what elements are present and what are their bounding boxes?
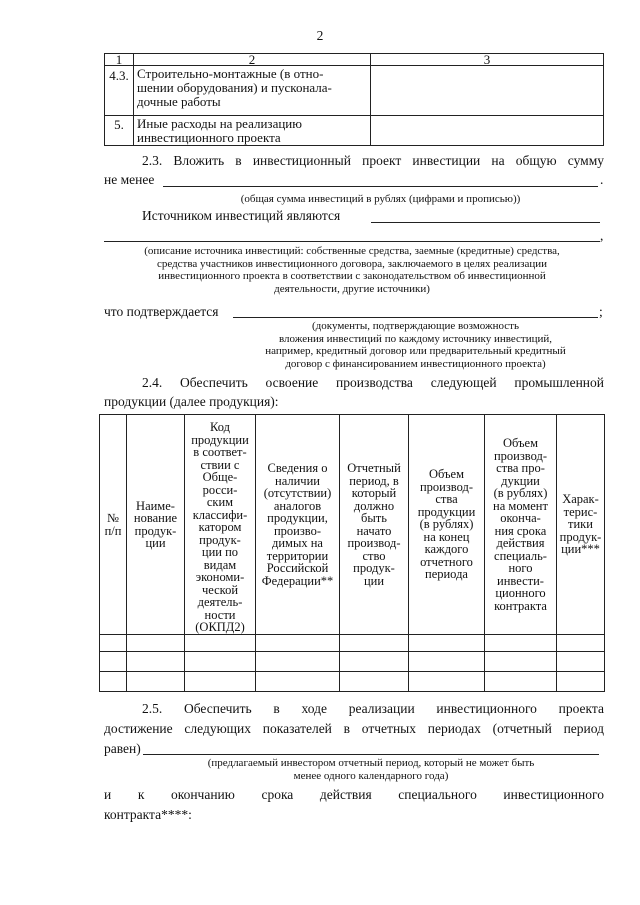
header-line: ства про- (496, 461, 545, 475)
description-line: Иные расходы на реализацию (137, 116, 302, 131)
header-line: ции*** (561, 542, 600, 557)
table-cell[interactable] (340, 672, 409, 692)
table-cell[interactable] (485, 652, 557, 672)
header-line: нование (133, 511, 178, 525)
word: действия (319, 787, 372, 802)
header-line: Сведения о (267, 461, 328, 475)
header-line: в соответ- (193, 445, 247, 459)
table-cell[interactable] (409, 635, 485, 652)
row-description (134, 116, 371, 146)
table-cell[interactable] (340, 635, 409, 652)
word: инвестиционного (503, 787, 604, 802)
table-cell[interactable] (256, 652, 340, 672)
caption-line: (предлагаемый инвестором отчетный период, который не может быть (207, 757, 535, 769)
table-cell[interactable] (256, 635, 340, 652)
section-2-5-line2: достижение следующих показателей в отчетных периодах (отчетный период (104, 721, 604, 736)
header-line: ции по (201, 545, 239, 559)
table-cell[interactable] (185, 672, 256, 692)
header-line: Код (210, 420, 230, 434)
comma-mark: , (600, 228, 604, 243)
header-line: продук- (134, 523, 177, 538)
caption-line: например, кредитный договор или предварительный кредитный (265, 345, 566, 357)
header-cell-volume-contract (485, 415, 557, 635)
table-row (100, 652, 605, 672)
header-cell-number (100, 415, 127, 635)
caption-documents (233, 320, 598, 370)
table-cell[interactable] (127, 672, 185, 692)
header-line: аналогов (273, 498, 322, 513)
confirmed-label: что подтверждается (104, 304, 219, 319)
header-line: дукции (501, 473, 540, 488)
header-line: видам (203, 557, 237, 572)
caption-total-investment: (общая сумма инвестиций в рублях (цифрами и прописью)) (240, 193, 521, 205)
word: в (273, 701, 280, 716)
header-line: продукции (191, 432, 249, 447)
sources-line-2[interactable] (104, 241, 600, 242)
header-line: продук- (199, 532, 241, 547)
table-row (105, 116, 604, 146)
word: ходе (301, 701, 327, 716)
total-investment-line[interactable] (163, 186, 598, 187)
description-line: инвестиционного проекта (137, 130, 281, 145)
header-line: который (351, 486, 397, 500)
header-line: Федерации** (261, 573, 334, 588)
header-cell: 2 (134, 54, 371, 66)
page-number: 2 (316, 28, 324, 43)
header-line: (в рублях) (493, 486, 548, 500)
description-line: Строительно-монтажные (в отно- (137, 66, 324, 81)
header-line: продукции (417, 504, 476, 519)
header-line: Харак- (562, 492, 599, 507)
header-line: ствии с (200, 457, 240, 472)
table-cell[interactable] (100, 652, 127, 672)
header-line: росси- (202, 482, 238, 497)
table-cell[interactable] (557, 635, 605, 652)
table-cell[interactable] (340, 652, 409, 672)
header-line: специаль- (494, 548, 547, 563)
header-line: территории (266, 548, 329, 563)
table-row (100, 672, 605, 692)
header-line: отчетного (420, 554, 473, 569)
caption-line: вложения инвестиций по каждому источнику инвестиций, (278, 332, 553, 345)
section-2-5-line4 (104, 787, 604, 803)
table-row (105, 66, 604, 116)
header-line: (в рублях) (419, 517, 474, 532)
header-line: Объем (429, 467, 464, 482)
sources-label: Источником инвестиций являются (142, 208, 341, 223)
description-line: шении оборудования) и пусконала- (137, 80, 332, 95)
caption-line: (описание источника инвестиций: собственные средства, заемные (кредитные) средства, (144, 245, 560, 257)
table-cell[interactable] (185, 635, 256, 652)
header-line: ческой (201, 582, 239, 597)
header-line: ство (362, 548, 386, 563)
table-cell[interactable] (100, 635, 127, 652)
header-line: ции (363, 573, 385, 588)
caption-line: (документы, подтверждающие возможность (312, 320, 519, 332)
caption-line: средства участников инвестиционного договора, заключаемого в целях реализации (156, 257, 548, 270)
header-line: Российской (266, 561, 329, 575)
header-line: быть (361, 511, 387, 525)
header-cell-volume-period (409, 415, 485, 635)
row-value (371, 116, 604, 146)
table-cell[interactable] (256, 672, 340, 692)
caption-line: деятельности, другие источники) (274, 282, 430, 295)
section-2-3-not-less: не менее (104, 172, 155, 187)
row-value (371, 66, 604, 116)
header-line: (ОКПД2) (195, 620, 245, 634)
header-line: ским (206, 495, 234, 509)
header-line: димых на (272, 536, 323, 550)
header-line: инвести- (497, 573, 544, 588)
word: проекта (558, 701, 604, 716)
header-line: ного (508, 561, 533, 575)
word: инвестиционного (436, 701, 537, 716)
header-cell-start-period (340, 415, 409, 635)
header-line: наличии (275, 473, 320, 488)
header-line: Наиме- (136, 498, 175, 513)
header-line: экономи- (195, 570, 245, 584)
table-header-row (105, 54, 604, 66)
table-cell[interactable] (557, 672, 605, 692)
header-cell-characteristics (557, 415, 605, 635)
header-line: ства (435, 492, 458, 507)
table-cell[interactable] (185, 652, 256, 672)
caption-line: договор с финансированием инвестиционного проекта) (285, 357, 546, 370)
header-line: тики (568, 517, 593, 532)
header-line: произво- (273, 523, 322, 538)
row-number: 5. (105, 116, 134, 146)
header-line: № (107, 511, 119, 525)
section-2-4-line1: 2.4. Обеспечить освоение производства следующей промышленной (142, 375, 604, 390)
header-line: должно (353, 498, 395, 513)
header-line: контракта (494, 598, 547, 613)
table-row (100, 635, 605, 652)
word: к (137, 787, 145, 802)
table-cell[interactable] (127, 635, 185, 652)
header-cell-analogs (256, 415, 340, 635)
table-cell[interactable] (557, 652, 605, 672)
header-line: Объем (503, 436, 538, 450)
section-2-5-equals: равен) (104, 741, 141, 756)
word: 2.5. (142, 701, 163, 716)
header-line: производ- (347, 536, 401, 550)
header-line: каждого (424, 542, 469, 557)
header-line: период, в (349, 473, 399, 488)
header-line: продук- (559, 529, 602, 544)
header-line: деятель- (197, 595, 243, 609)
header-line: ционного (495, 586, 546, 600)
caption-line: менее одного календарного года) (293, 769, 449, 782)
header-cell-okpd2 (185, 415, 256, 635)
confirmation-line[interactable] (233, 317, 598, 318)
header-line: (отсутствии) (263, 486, 332, 500)
header-line: терис- (563, 504, 598, 519)
header-line: продук- (353, 561, 395, 575)
table-cell[interactable] (409, 652, 485, 672)
header-line: начато (356, 523, 392, 538)
row-description (134, 66, 371, 116)
word: специального (398, 787, 477, 802)
header-line: на момент (493, 498, 548, 513)
reporting-period-line[interactable] (143, 754, 599, 755)
section-2-5-line1 (142, 701, 604, 717)
header-line: оконча- (500, 511, 541, 525)
expenses-table (104, 53, 604, 146)
header-line: ния срока (494, 523, 547, 538)
table-cell[interactable] (100, 672, 127, 692)
table-cell[interactable] (485, 635, 557, 652)
word: и (104, 787, 112, 802)
word: срока (261, 787, 294, 802)
caption-sources (104, 245, 600, 295)
header-line: производ- (419, 479, 474, 494)
header-line: ности (204, 607, 236, 622)
description-line: дочные работы (137, 94, 221, 109)
sources-line[interactable] (371, 222, 600, 223)
header-cell: 3 (371, 54, 604, 66)
header-line: производ- (493, 448, 548, 463)
header-line: Отчетный (347, 461, 401, 475)
period-mark: . (600, 172, 604, 187)
caption-reporting-period (143, 757, 599, 782)
header-line: продукции, (267, 511, 328, 525)
header-line: катором (198, 520, 242, 534)
header-line: действия (496, 536, 545, 550)
table-cell[interactable] (485, 672, 557, 692)
word: окончанию (170, 787, 235, 802)
header-line: на конец (423, 529, 470, 544)
header-line: классифи- (192, 507, 248, 522)
row-number: 4.3. (105, 66, 134, 116)
header-cell: 1 (105, 54, 134, 66)
header-line: п/п (104, 523, 122, 538)
section-2-5-line5: контракта****: (104, 807, 192, 822)
caption-line: инвестиционного проекта в соответствии с законодательством об инвестиционной (158, 270, 546, 282)
word: Обеспечить (183, 701, 252, 716)
table-cell[interactable] (127, 652, 185, 672)
header-line: Обще- (202, 470, 238, 484)
header-line: ции (145, 536, 166, 550)
table-header-row (100, 415, 605, 635)
section-2-4-line2: продукции (далее продукция): (104, 394, 279, 409)
table-cell[interactable] (409, 672, 485, 692)
header-line: периода (425, 567, 468, 582)
products-table (99, 414, 605, 692)
word: реализации (348, 701, 415, 716)
header-cell-name (127, 415, 185, 635)
section-2-3-line1: 2.3. Вложить в инвестиционный проект инвестиции на общую сумму (142, 153, 604, 168)
semicolon-mark: ; (599, 304, 603, 319)
